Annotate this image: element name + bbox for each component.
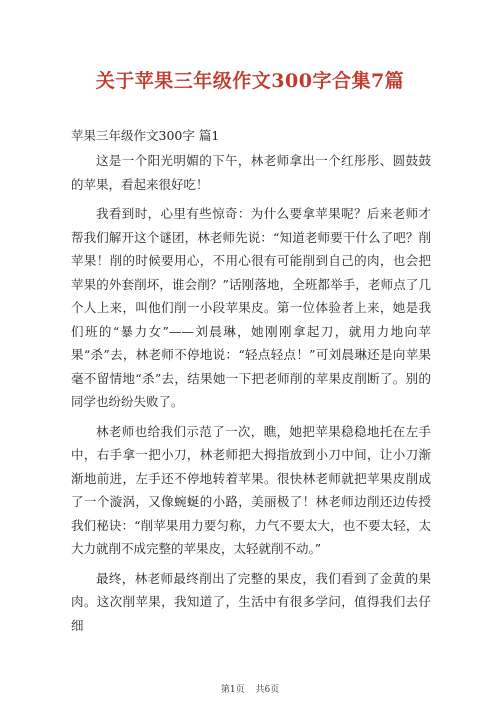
page-footer [0,682,500,695]
paragraph: 我看到时，心里有些惊奇：为什么要拿苹果呢？后来老师才帮我们解开这个谜团，林老师先说：“知道老师要干什么了吧？削苹果！削的时候要用心，不用心很有可能削到自己的肉，也会把苹果的外套削坏，谁会削？”话刚落地，全班都举手，老师点了几个人上来，叫他们削一小段苹果皮。第一位体验者上来，她是我们班的“暴力女”——刘晨琳，她刚刚拿起刀，就用力地向苹果“杀”去，林老师不停地说：“轻点轻点！”可刘晨琳还是向苹果毫不留情地“杀”去，结果她一下把老师削的苹果皮削断了。别的同学也纷纷失败了。 [71,206,431,409]
paragraph: 林老师也给我们示范了一次，瞧，她把苹果稳稳地托在左手中，右手拿一把小刀，林老师把大拇指放到小刀中间，让小刀渐渐地前进，左手还不停地转着苹果。很快林老师就把苹果皮削成了一个漩涡，又像蜿蜒的小路，美丽极了！林老师边削还边传授我们秘诀：“削苹果用力要匀称，力气不要太大，也不要太轻，太大力就削不成完整的苹果皮，太轻就削不动。” [71,423,431,556]
paragraph: 这是一个阳光明媚的下午，林老师拿出一个红彤彤、圆鼓鼓的苹果，看起来很好吃！ [71,153,431,192]
document-body [71,149,431,643]
paragraph: 最终，林老师最终削出了完整的果皮，我们看到了金黄的果肉。这次削苹果，我知道了，生活中有很多学问，值得我们去仔细 [71,570,431,633]
document-title: 关于苹果三年级作文300字合集7篇 [95,70,405,92]
section-heading: 苹果三年级作文300字 篇1 [71,128,220,143]
page-number: 第1页 [220,685,245,695]
page-total: 共6页 [255,685,280,695]
